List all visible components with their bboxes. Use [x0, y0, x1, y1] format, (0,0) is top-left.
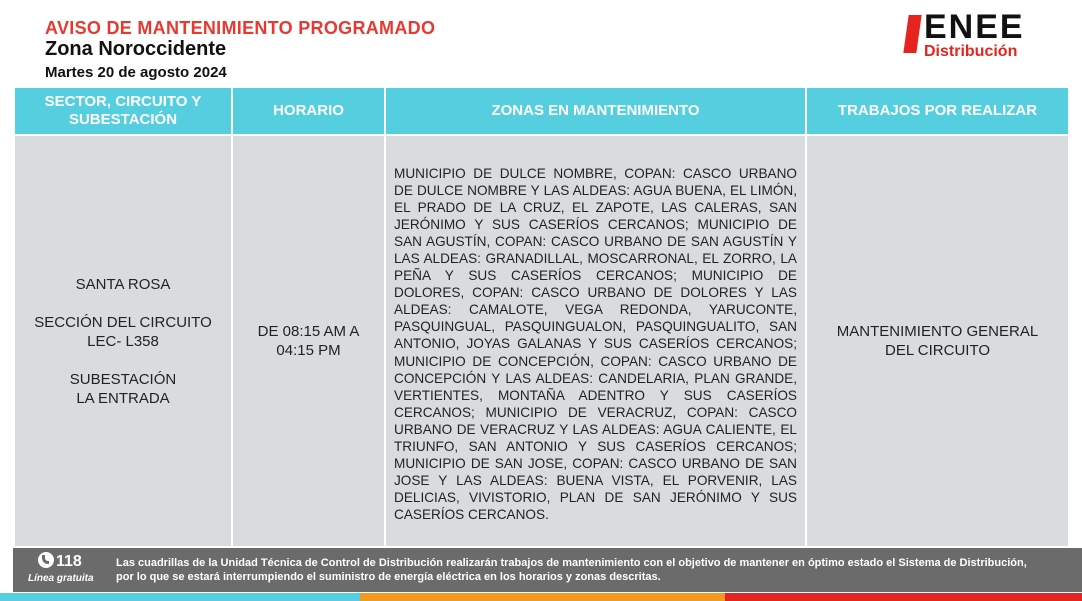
footer-message: Las cuadrillas de la Unidad Técnica de Control de Distribución realizarán trabajos de mantenimiento con el objetivo de mantener en óptimo estado el Sistema de Distribución, por lo que se estará interrumpiendo el suministro de energía eléctrica en los horarios y zonas descritas. — [116, 557, 1027, 583]
substation-name: LA ENTRADA — [76, 389, 170, 407]
cell-work — [806, 135, 1069, 547]
substation-label: SUBESTACIÓN — [69, 370, 177, 388]
header-sector: SECTOR, CIRCUITO Y SUBESTACIÓN — [14, 87, 232, 135]
table-header-row — [14, 87, 1069, 135]
sector-name: SANTA ROSA — [75, 275, 171, 293]
header-schedule: HORARIO — [232, 87, 385, 135]
header-work: TRABAJOS POR REALIZAR — [806, 87, 1069, 135]
hotline-number[interactable] — [38, 552, 82, 571]
stripe-orange — [360, 593, 725, 601]
zones-text: MUNICIPIO DE DULCE NOMBRE, COPAN: CASCO URBANO DE DULCE NOMBRE Y LAS ALDEAS: AGUA BUENA, EL LIMÓN, EL PRADO DE LA CRUZ, EL ZAPOTE, LAS CALERAS, SAN JERÓNIMO Y SUS CASERÍOS CERCANOS; MUNICIPIO DE SAN AGUSTÍN, COPAN: CASCO URBANO DE SAN AGUSTÍN Y LAS ALDEAS: GRANADILLAL, MOSCARRONAL, EL ZORRO, LA PEÑA Y SUS CASERÍOS CERCANOS; MUNICIPIO DE DOLORES, COPAN: CASCO URBANO DE DOLORES Y LAS ALDEAS: CAMALOTE, VEGA REDONDA, YARUCONTE, PASQUINGUAL, PASQUINGUALON, PASQUINGUALITO, SAN ANTONIO, JOYAS GALANAS Y SUS CASERÍOS CERCANOS; MUNICIPIO DE CONCEPCIÓN, COPAN: CASCO URBANO DE CONCEPCIÓN Y LAS ALDEAS: CANDELARIA, PLAN GRANDE, VERTIENTES, MONTAÑA ADENTRO Y SUS CASERÍOS CERCANOS; MUNICIPIO DE VERACRUZ, COPAN: CASCO URBANO DE VERACRUZ Y LAS ALDEAS: AGUA CALIENTE, EL TRIUNFO, SAN ANTONIO Y SUS CASERÍOS CERCANOS; MUNICIPIO DE SAN JOSE, COPAN: CASCO URBANO DE SAN JOSE Y LAS ALDEAS: BUENA VISTA, EL PORVENIR, LAS DELICIAS, VIVISTORIO, PLAN DE SAN JERÓNIMO Y SUS CASERÍOS CERCANOS. — [394, 165, 797, 523]
notice-title: AVISO DE MANTENIMIENTO PROGRAMADO — [45, 18, 436, 38]
cell-zones — [385, 135, 806, 547]
logo-brand: ENEE — [924, 8, 1025, 46]
footer-bar — [13, 548, 1082, 592]
phone-number: 118 — [56, 553, 82, 570]
header-zones: ZONAS EN MANTENIMIENTO — [385, 87, 806, 135]
enee-logo — [904, 8, 1059, 62]
circuit-label: SECCIÓN DEL CIRCUITO — [34, 313, 212, 331]
zone-title: Zona Noroccidente — [45, 38, 227, 60]
cell-schedule — [232, 135, 385, 547]
hotline-label: Línea gratuita — [28, 573, 94, 584]
maintenance-table — [13, 86, 1070, 548]
stripe-blue — [0, 593, 360, 601]
circuit-code: LEC- L358 — [87, 332, 159, 350]
table-row — [14, 135, 1069, 547]
phone-icon — [38, 552, 54, 568]
stripe-red — [725, 593, 1082, 601]
notice-date: Martes 20 de agosto 2024 — [45, 64, 227, 81]
schedule-text: DE 08:15 AM A 04:15 PM — [257, 323, 360, 359]
work-text: MANTENIMIENTO GENERAL DEL CIRCUITO — [836, 323, 1039, 359]
cell-sector — [14, 135, 232, 547]
logo-subtitle: Distribución — [924, 43, 1018, 60]
logo-mark-icon — [903, 15, 921, 53]
